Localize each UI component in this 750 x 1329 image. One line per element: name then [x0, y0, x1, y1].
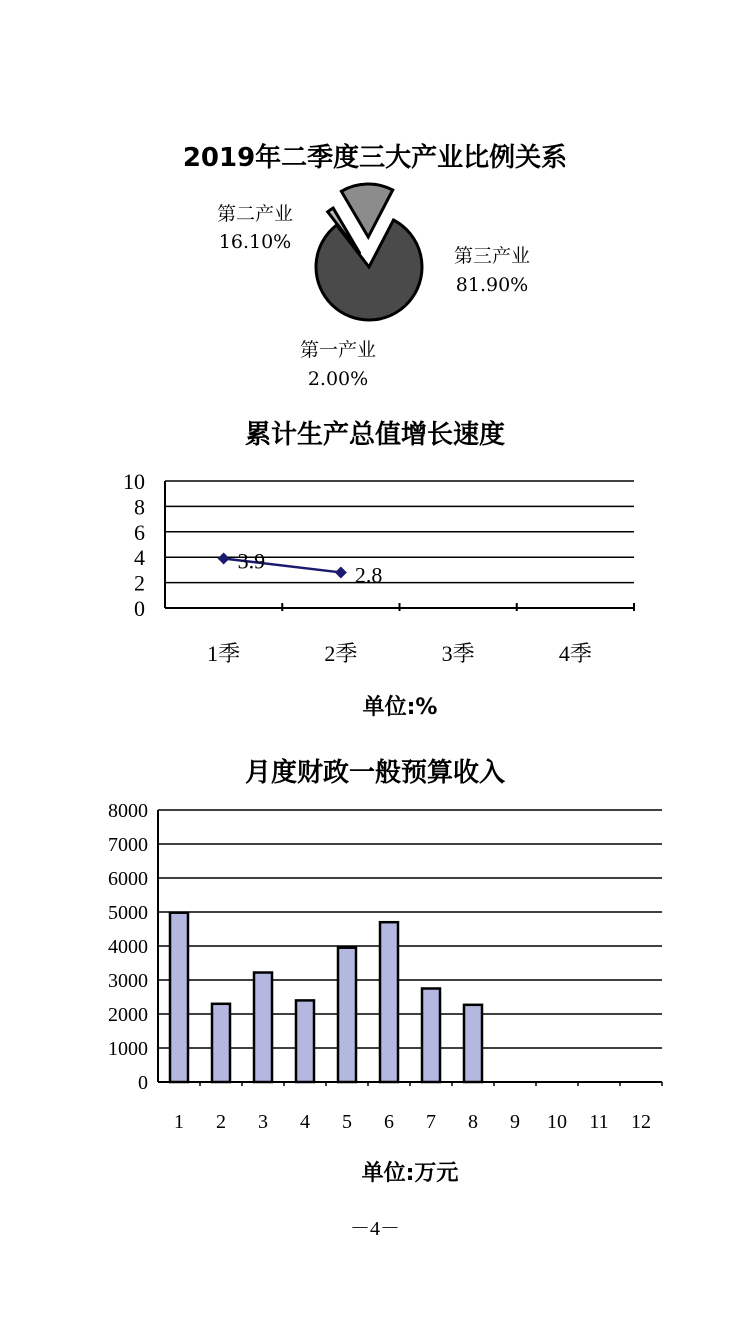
pie-chart-title: 2019年二季度三大产业比例关系: [182, 143, 568, 173]
bar-5: [338, 948, 356, 1082]
pie-label-primary-value: 2.00%: [307, 368, 369, 390]
bar-6: [380, 922, 398, 1082]
bar-x-tick-label: 1: [174, 1111, 184, 1133]
line-x-tick-label: 3季: [441, 641, 475, 666]
line-y-tick-label: 0: [134, 596, 145, 621]
line-x-tick-label: 4季: [558, 641, 592, 666]
bar-chart-unit: 单位:万元: [361, 1161, 459, 1186]
bar-x-tick-label: 8: [468, 1111, 478, 1133]
bar-4: [296, 1000, 314, 1082]
line-y-tick-label: 6: [134, 519, 145, 545]
pie-label-tertiary-value: 81.90%: [455, 274, 529, 296]
bar-x-tick-label: 9: [510, 1111, 520, 1133]
line-x-tick-label: 1季: [207, 641, 241, 666]
bar-x-tick-label: 11: [589, 1111, 609, 1133]
bar-2: [212, 1004, 230, 1082]
bar-chart-title: 月度财政一般预算收入: [244, 758, 506, 788]
pie-label-primary-name: 第一产业: [299, 339, 377, 361]
bar-7: [422, 989, 440, 1083]
pie-slice-3: [341, 184, 392, 237]
bar-x-tick-label: 7: [426, 1111, 436, 1133]
line-y-tick-label: 2: [134, 570, 145, 596]
bar-x-tick-label: 2: [216, 1111, 226, 1133]
bar-y-tick-label: 4000: [108, 936, 148, 958]
pie-label-secondary-value: 16.10%: [218, 231, 292, 253]
bar-3: [254, 973, 272, 1082]
line-chart: [123, 469, 634, 666]
pie-chart: [316, 184, 422, 320]
bar-y-tick-label: 0: [138, 1072, 148, 1094]
line-point: [335, 566, 347, 578]
pie-label-tertiary-name: 第三产业: [453, 245, 531, 267]
bar-y-tick-label: 2000: [108, 1004, 148, 1026]
pie-label-secondary-name: 第二产业: [216, 203, 294, 225]
bar-y-tick-label: 6000: [108, 868, 148, 890]
line-point: [218, 552, 230, 564]
bar-y-tick-label: 8000: [108, 800, 148, 822]
line-chart-unit: 单位:%: [362, 695, 438, 720]
line-y-tick-label: 4: [134, 545, 145, 571]
bar-y-tick-label: 5000: [108, 902, 148, 924]
bar-y-tick-label: 7000: [108, 834, 148, 856]
line-y-tick-label: 10: [123, 469, 145, 494]
page-number: －4－: [350, 1218, 400, 1240]
bar-chart: [108, 800, 662, 1133]
line-data-label: 3.9: [237, 548, 266, 574]
line-data-label: 2.8: [354, 562, 383, 588]
bar-x-tick-label: 6: [384, 1111, 394, 1133]
bar-8: [464, 1005, 482, 1082]
bar-y-tick-label: 3000: [108, 970, 148, 992]
line-chart-title: 累计生产总值增长速度: [244, 420, 506, 450]
line-y-tick-label: 8: [134, 494, 145, 520]
bar-x-tick-label: 4: [300, 1111, 310, 1133]
bar-x-tick-label: 3: [258, 1111, 268, 1133]
line-x-tick-label: 2季: [324, 641, 358, 666]
bar-y-tick-label: 1000: [108, 1038, 148, 1060]
bar-1: [170, 913, 188, 1082]
bar-x-tick-label: 5: [342, 1111, 352, 1133]
bar-x-tick-label: 10: [547, 1111, 567, 1133]
bar-x-tick-label: 12: [631, 1111, 651, 1133]
